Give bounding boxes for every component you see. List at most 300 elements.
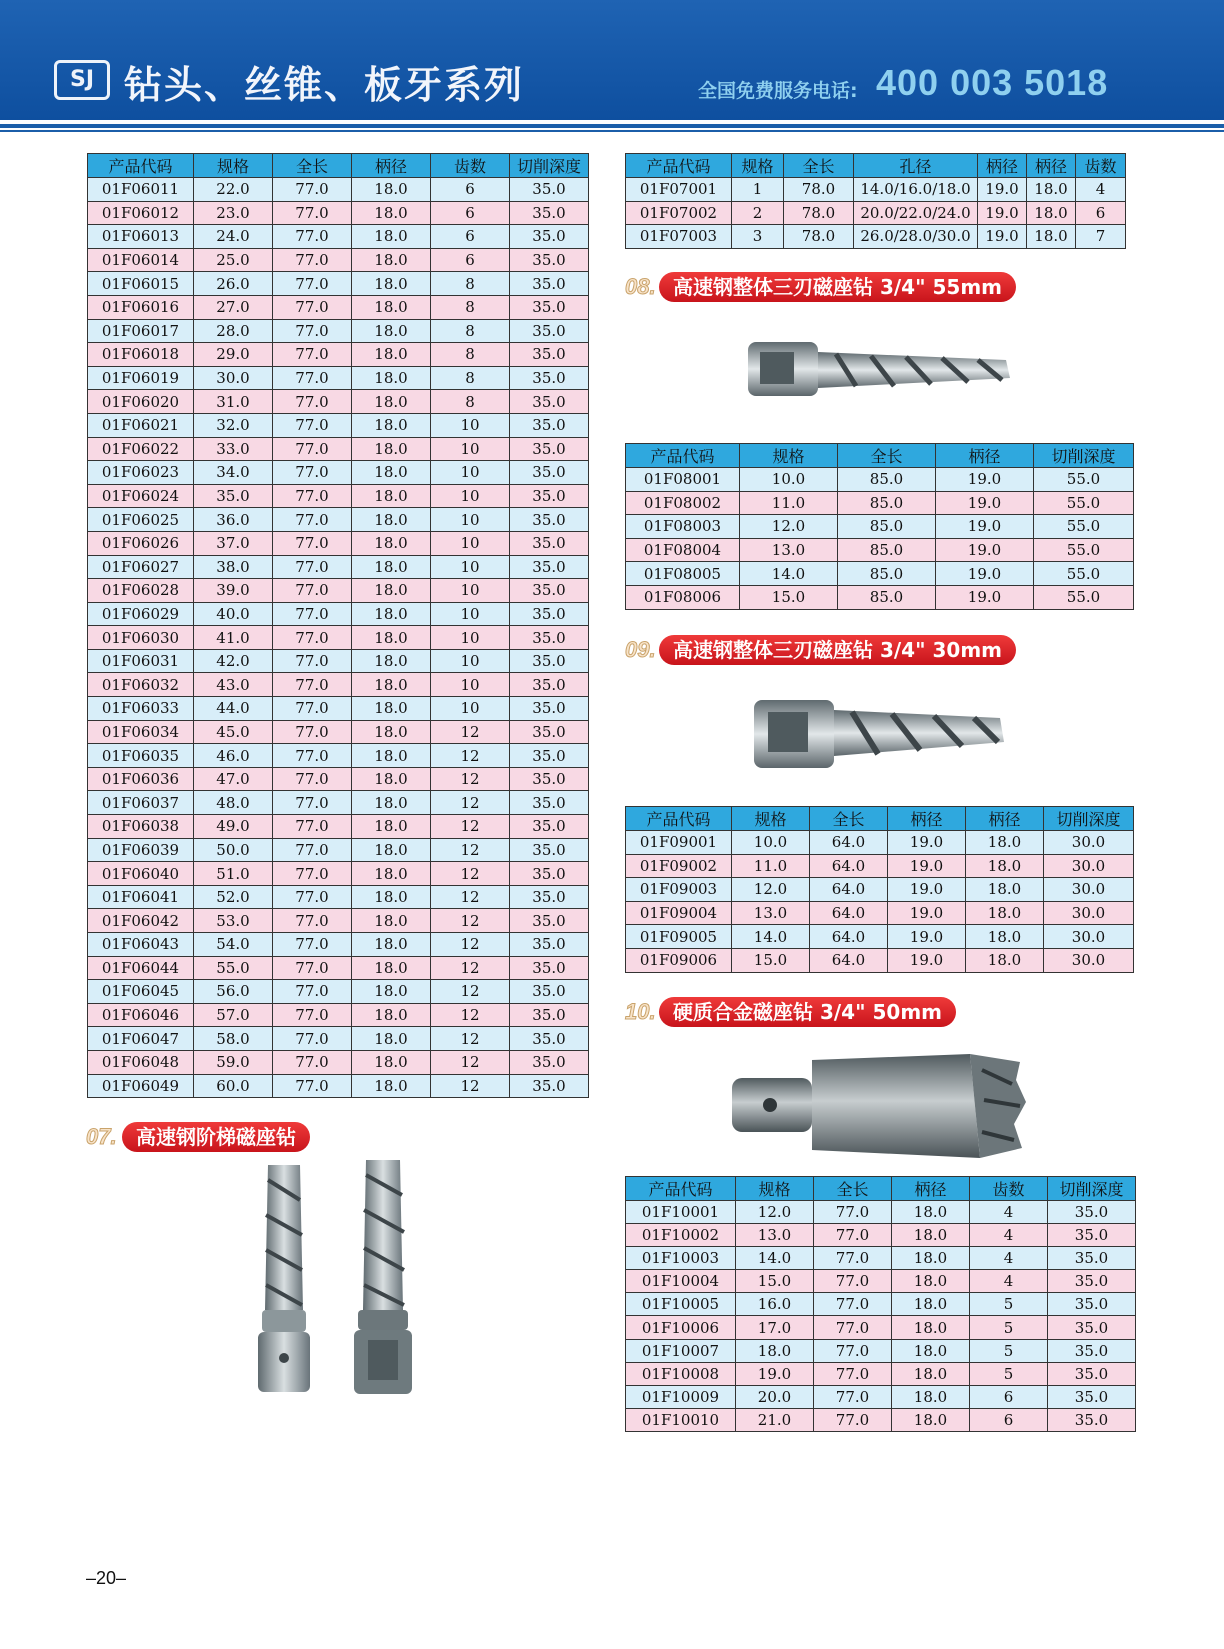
table-cell: 35.0 (1048, 1293, 1136, 1316)
table-row (88, 555, 589, 579)
table-cell: 12 (431, 1074, 510, 1098)
product-code-cell: 01F10003 (626, 1247, 736, 1270)
table-cell: 18.0 (352, 248, 431, 272)
product-code-cell: 01F06040 (88, 862, 194, 886)
table-cell: 44.0 (194, 697, 273, 721)
table-header-row (626, 807, 1134, 831)
table-cell: 77.0 (273, 295, 352, 319)
carbide-cutter-photo (730, 1040, 1030, 1170)
table-cell: 16.0 (736, 1293, 814, 1316)
product-code-cell: 01F10007 (626, 1339, 736, 1362)
column-header: 齿数 (1076, 154, 1126, 178)
product-code-cell: 01F10005 (626, 1293, 736, 1316)
table-cell: 77.0 (273, 933, 352, 957)
table-row (88, 1050, 589, 1074)
header-divider (0, 124, 1224, 128)
table-row (88, 649, 589, 673)
table-cell: 35.0 (510, 437, 589, 461)
table-row (88, 390, 589, 414)
section-number: 09. (625, 637, 656, 662)
table-cell: 11.0 (732, 854, 810, 878)
table-cell: 10.0 (740, 468, 838, 492)
table-cell: 35.0 (510, 343, 589, 367)
table-cell: 35.0 (510, 720, 589, 744)
table-cell: 77.0 (273, 366, 352, 390)
table-cell: 30.0 (1044, 948, 1134, 972)
table-cell: 18.0 (352, 838, 431, 862)
column-header: 全长 (838, 444, 936, 468)
table-row (626, 562, 1134, 586)
table-cell: 18.0 (352, 343, 431, 367)
table-cell: 35.0 (510, 531, 589, 555)
table-cell: 77.0 (273, 838, 352, 862)
table-cell: 35.0 (510, 295, 589, 319)
table-cell: 55.0 (1034, 538, 1134, 562)
product-code-cell: 01F08002 (626, 491, 740, 515)
column-header: 柄径 (352, 154, 431, 178)
table-cell: 77.0 (273, 956, 352, 980)
table-cell: 18.0 (352, 508, 431, 532)
table-cell: 17.0 (736, 1316, 814, 1339)
table-cell: 77.0 (273, 178, 352, 202)
table-cell: 77.0 (273, 579, 352, 603)
column-header: 柄径 (1027, 154, 1076, 178)
table-row (626, 1293, 1136, 1316)
product-code-cell: 01F06039 (88, 838, 194, 862)
table-cell: 48.0 (194, 791, 273, 815)
table-cell: 10 (431, 508, 510, 532)
table-row (88, 697, 589, 721)
table-cell: 77.0 (273, 272, 352, 296)
table-cell: 30.0 (194, 366, 273, 390)
table-cell: 18.0 (892, 1270, 970, 1293)
column-header: 产品代码 (626, 1177, 736, 1201)
table-cell: 78.0 (784, 178, 854, 202)
table-row (626, 925, 1134, 949)
table-cell: 77.0 (273, 437, 352, 461)
table-09 (625, 806, 1134, 973)
product-code-cell: 01F10001 (626, 1201, 736, 1224)
table-cell: 19.0 (936, 562, 1034, 586)
table-row (88, 461, 589, 485)
table-row (88, 295, 589, 319)
column-header: 柄径 (966, 807, 1044, 831)
table-cell: 18.0 (352, 272, 431, 296)
table-cell: 77.0 (814, 1201, 892, 1224)
product-code-cell: 01F06030 (88, 626, 194, 650)
table-cell: 18.0 (352, 413, 431, 437)
table-cell: 12.0 (740, 515, 838, 539)
table-cell: 18.0 (352, 980, 431, 1004)
table-cell: 14.0 (732, 925, 810, 949)
table-cell: 15.0 (736, 1270, 814, 1293)
table-cell: 6 (431, 225, 510, 249)
table-cell: 35.0 (510, 933, 589, 957)
table-cell: 12 (431, 767, 510, 791)
table-cell: 19.0 (736, 1362, 814, 1385)
table-cell: 3 (732, 225, 784, 249)
table-header-row (626, 154, 1126, 178)
table-cell: 19.0 (936, 491, 1034, 515)
column-header: 柄径 (936, 444, 1034, 468)
table-cell: 21.0 (736, 1408, 814, 1431)
table-row (88, 909, 589, 933)
column-header: 全长 (810, 807, 888, 831)
section-number: 07. (86, 1124, 117, 1149)
table-cell: 18.0 (892, 1201, 970, 1224)
table-cell: 42.0 (194, 649, 273, 673)
table-cell: 64.0 (810, 901, 888, 925)
column-header: 柄径 (888, 807, 966, 831)
product-code-cell: 01F06022 (88, 437, 194, 461)
table-cell: 12 (431, 791, 510, 815)
table-cell: 77.0 (273, 390, 352, 414)
table-cell: 35.0 (510, 272, 589, 296)
table-cell: 77.0 (273, 484, 352, 508)
table-cell: 31.0 (194, 390, 273, 414)
table-cell: 19.0 (888, 854, 966, 878)
product-code-cell: 01F10009 (626, 1385, 736, 1408)
table-row (88, 815, 589, 839)
section-title: 硬质合金磁座钻 3/4" 50mm (659, 997, 956, 1027)
table-row (626, 1385, 1136, 1408)
table-cell: 77.0 (273, 201, 352, 225)
table-cell: 18.0 (1027, 201, 1076, 225)
product-code-cell: 01F06025 (88, 508, 194, 532)
table-row (626, 854, 1134, 878)
table-cell: 26.0/28.0/30.0 (854, 225, 978, 249)
table-cell: 35.0 (510, 225, 589, 249)
table-cell: 10 (431, 697, 510, 721)
table-cell: 18.0 (892, 1293, 970, 1316)
table-cell: 59.0 (194, 1050, 273, 1074)
column-header: 齿数 (970, 1177, 1048, 1201)
table-cell: 18.0 (352, 956, 431, 980)
table-cell: 14.0/16.0/18.0 (854, 178, 978, 202)
table-cell: 30.0 (1044, 878, 1134, 902)
product-code-cell: 01F08004 (626, 538, 740, 562)
table-row (88, 272, 589, 296)
product-code-cell: 01F06033 (88, 697, 194, 721)
table-cell: 4 (970, 1224, 1048, 1247)
table-cell: 18.0 (352, 602, 431, 626)
page-number: –20– (86, 1568, 127, 1588)
table-cell: 30.0 (1044, 831, 1134, 855)
table-cell: 77.0 (273, 649, 352, 673)
table-cell: 77.0 (273, 885, 352, 909)
product-code-cell: 01F06046 (88, 1003, 194, 1027)
table-cell: 77.0 (273, 248, 352, 272)
table-cell: 77.0 (273, 697, 352, 721)
table-cell: 8 (431, 390, 510, 414)
table-cell: 77.0 (273, 1003, 352, 1027)
product-code-cell: 01F07002 (626, 201, 732, 225)
product-code-cell: 01F06016 (88, 295, 194, 319)
table-cell: 18.0 (892, 1408, 970, 1431)
product-code-cell: 01F06023 (88, 461, 194, 485)
table-cell: 8 (431, 295, 510, 319)
table-cell: 10 (431, 602, 510, 626)
column-header: 规格 (732, 807, 810, 831)
table-cell: 10.0 (732, 831, 810, 855)
table-cell: 12.0 (736, 1201, 814, 1224)
table-cell: 18.0 (352, 178, 431, 202)
table-cell: 10 (431, 461, 510, 485)
product-code-cell: 01F06049 (88, 1074, 194, 1098)
table-cell: 10 (431, 626, 510, 650)
table-cell: 77.0 (814, 1270, 892, 1293)
product-code-cell: 01F06032 (88, 673, 194, 697)
table-cell: 35.0 (1048, 1316, 1136, 1339)
table-cell: 77.0 (273, 909, 352, 933)
table-cell: 20.0/22.0/24.0 (854, 201, 978, 225)
table-cell: 18.0 (352, 579, 431, 603)
table-cell: 32.0 (194, 413, 273, 437)
table-cell: 35.0 (510, 461, 589, 485)
product-code-cell: 01F06021 (88, 413, 194, 437)
table-cell: 56.0 (194, 980, 273, 1004)
product-code-cell: 01F06027 (88, 555, 194, 579)
column-header: 规格 (732, 154, 784, 178)
product-code-cell: 01F06028 (88, 579, 194, 603)
table-cell: 85.0 (838, 491, 936, 515)
table-cell: 10 (431, 649, 510, 673)
table-cell: 12 (431, 933, 510, 957)
table-cell: 19.0 (936, 468, 1034, 492)
table-cell: 18.0 (966, 901, 1044, 925)
table-cell: 77.0 (273, 555, 352, 579)
table-cell: 51.0 (194, 862, 273, 886)
table-cell: 10 (431, 555, 510, 579)
table-row (626, 515, 1134, 539)
table-cell: 35.0 (510, 673, 589, 697)
table-cell: 18.0 (352, 933, 431, 957)
table-cell: 15.0 (732, 948, 810, 972)
table-cell: 77.0 (814, 1385, 892, 1408)
table-cell: 35.0 (510, 885, 589, 909)
table-cell: 77.0 (273, 508, 352, 532)
table-cell: 35.0 (510, 791, 589, 815)
table-cell: 19.0 (888, 925, 966, 949)
hotline-number: 400 003 5018 (876, 62, 1109, 103)
table-cell: 64.0 (810, 831, 888, 855)
table-cell: 18.0 (352, 649, 431, 673)
step-drill-left (258, 1165, 310, 1392)
table-cell: 18.0 (352, 744, 431, 768)
table-cell: 77.0 (273, 744, 352, 768)
table-row (626, 468, 1134, 492)
column-header: 切削深度 (1034, 444, 1134, 468)
table-cell: 58.0 (194, 1027, 273, 1051)
step-drill-photo (248, 1160, 448, 1410)
table-cell: 18.0 (352, 461, 431, 485)
table-cell: 10 (431, 484, 510, 508)
table-cell: 18.0 (892, 1339, 970, 1362)
column-header: 产品代码 (626, 444, 740, 468)
section-title: 高速钢整体三刃磁座钻 3/4" 30mm (659, 635, 1016, 665)
table-cell: 64.0 (810, 925, 888, 949)
table-cell: 12 (431, 744, 510, 768)
table-cell: 6 (431, 248, 510, 272)
column-header: 产品代码 (626, 154, 732, 178)
table-cell: 77.0 (273, 862, 352, 886)
product-code-cell: 01F10010 (626, 1408, 736, 1431)
product-code-cell: 01F06019 (88, 366, 194, 390)
table-cell: 77.0 (273, 1074, 352, 1098)
product-code-cell: 01F06015 (88, 272, 194, 296)
table-cell: 35.0 (1048, 1385, 1136, 1408)
table-row (88, 885, 589, 909)
table-cell: 77.0 (273, 413, 352, 437)
table-cell: 12 (431, 956, 510, 980)
table-cell: 22.0 (194, 178, 273, 202)
table-cell: 35.0 (510, 366, 589, 390)
table-cell: 77.0 (273, 1027, 352, 1051)
section-title: 高速钢阶梯磁座钻 (122, 1122, 310, 1152)
table-cell: 18.0 (352, 626, 431, 650)
table-cell: 6 (970, 1408, 1048, 1431)
table-cell: 8 (431, 319, 510, 343)
column-header: 切削深度 (510, 154, 589, 178)
table-cell: 18.0 (892, 1385, 970, 1408)
table-cell: 64.0 (810, 948, 888, 972)
table-cell: 33.0 (194, 437, 273, 461)
table-cell: 18.0 (352, 295, 431, 319)
table-cell: 8 (431, 343, 510, 367)
table-cell: 77.0 (814, 1224, 892, 1247)
hss-drill-55mm-photo (746, 330, 1016, 410)
product-code-cell: 01F08001 (626, 468, 740, 492)
table-cell: 30.0 (1044, 925, 1134, 949)
product-code-cell: 01F06017 (88, 319, 194, 343)
table-cell: 18.0 (352, 767, 431, 791)
table-cell: 12 (431, 838, 510, 862)
table-cell: 35.0 (510, 838, 589, 862)
table-row (626, 1201, 1136, 1224)
table-cell: 18.0 (966, 925, 1044, 949)
table-row (626, 878, 1134, 902)
table-08 (625, 443, 1134, 610)
step-drill-right (354, 1160, 412, 1394)
table-cell: 18.0 (352, 1074, 431, 1098)
product-code-cell: 01F06013 (88, 225, 194, 249)
table-cell: 35.0 (510, 649, 589, 673)
table-cell: 35.0 (1048, 1408, 1136, 1431)
table-cell: 5 (970, 1293, 1048, 1316)
table-cell: 4 (970, 1247, 1048, 1270)
table-header-row (626, 444, 1134, 468)
table-row (88, 225, 589, 249)
table-cell: 18.0 (352, 201, 431, 225)
table-row (88, 744, 589, 768)
table-cell: 18.0 (352, 366, 431, 390)
product-code-cell: 01F06029 (88, 602, 194, 626)
table-cell: 8 (431, 272, 510, 296)
table-cell: 35.0 (510, 815, 589, 839)
table-cell: 55.0 (1034, 468, 1134, 492)
table-cell: 34.0 (194, 461, 273, 485)
table-row (88, 791, 589, 815)
product-code-cell: 01F06042 (88, 909, 194, 933)
product-code-cell: 01F06038 (88, 815, 194, 839)
table-row (626, 1408, 1136, 1431)
table-row (88, 319, 589, 343)
product-code-cell: 01F06048 (88, 1050, 194, 1074)
table-cell: 30.0 (1044, 901, 1134, 925)
table-cell: 19.0 (936, 538, 1034, 562)
product-code-cell: 01F06020 (88, 390, 194, 414)
table-cell: 77.0 (273, 531, 352, 555)
product-code-cell: 01F06041 (88, 885, 194, 909)
table-cell: 19.0 (888, 831, 966, 855)
table-cell: 85.0 (838, 538, 936, 562)
table-header-row (88, 154, 589, 178)
table-cell: 18.0 (352, 555, 431, 579)
table-cell: 29.0 (194, 343, 273, 367)
product-code-cell: 01F10008 (626, 1362, 736, 1385)
table-cell: 77.0 (273, 815, 352, 839)
table-row (88, 767, 589, 791)
table-cell: 55.0 (1034, 562, 1134, 586)
table-cell: 14.0 (736, 1247, 814, 1270)
table-cell: 35.0 (510, 697, 589, 721)
table-row (626, 1270, 1136, 1293)
section-title: 高速钢整体三刃磁座钻 3/4" 55mm (659, 272, 1016, 302)
table-cell: 35.0 (510, 319, 589, 343)
table-cell: 35.0 (510, 413, 589, 437)
column-header: 规格 (194, 154, 273, 178)
product-code-cell: 01F06043 (88, 933, 194, 957)
table-cell: 15.0 (740, 585, 838, 609)
table-cell: 18.0 (352, 484, 431, 508)
product-code-cell: 01F08005 (626, 562, 740, 586)
table-cell: 45.0 (194, 720, 273, 744)
table-cell: 18.0 (892, 1247, 970, 1270)
table-cell: 18.0 (352, 1003, 431, 1027)
table-cell: 19.0 (936, 585, 1034, 609)
table-cell: 49.0 (194, 815, 273, 839)
table-cell: 5 (970, 1362, 1048, 1385)
table-cell: 35.0 (510, 178, 589, 202)
table-cell: 12 (431, 1050, 510, 1074)
table-10 (625, 1176, 1136, 1432)
table-cell: 39.0 (194, 579, 273, 603)
table-cell: 35.0 (510, 1027, 589, 1051)
column-header: 全长 (784, 154, 854, 178)
table-cell: 19.0 (978, 178, 1027, 202)
table-cell: 35.0 (510, 555, 589, 579)
product-code-cell: 01F06011 (88, 178, 194, 202)
table-cell: 12 (431, 909, 510, 933)
product-code-cell: 01F09005 (626, 925, 732, 949)
table-cell: 18.0 (352, 1027, 431, 1051)
product-code-cell: 01F07001 (626, 178, 732, 202)
table-cell: 18.0 (892, 1362, 970, 1385)
table-row (88, 413, 589, 437)
table-cell: 12 (431, 1003, 510, 1027)
table-cell: 35.0 (510, 1050, 589, 1074)
table-cell: 77.0 (273, 791, 352, 815)
table-cell: 35.0 (510, 744, 589, 768)
product-code-cell: 01F06012 (88, 201, 194, 225)
table-cell: 18.0 (966, 878, 1044, 902)
table-cell: 25.0 (194, 248, 273, 272)
table-row (88, 248, 589, 272)
table-row (88, 201, 589, 225)
table-cell: 18.0 (352, 319, 431, 343)
table-cell: 35.0 (510, 1003, 589, 1027)
table-cell: 10 (431, 531, 510, 555)
